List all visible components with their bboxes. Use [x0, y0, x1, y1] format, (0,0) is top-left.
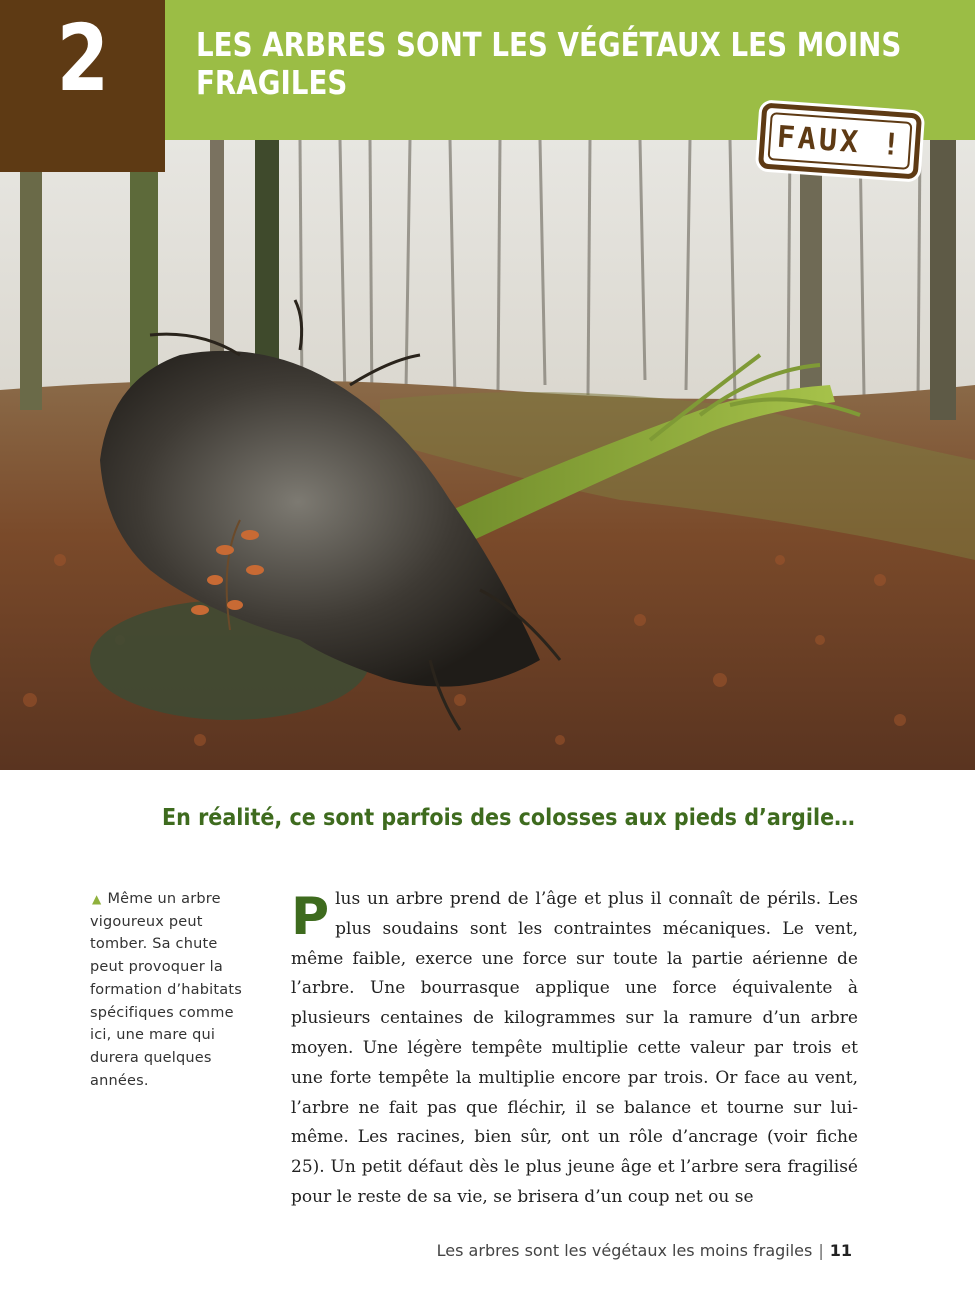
photo-caption [90, 888, 255, 1092]
stamp-label: FAUX ! [775, 119, 905, 163]
body-paragraph [291, 885, 858, 1213]
chapter-number-box [0, 0, 165, 172]
page-footer [437, 1241, 852, 1260]
drop-cap: P [291, 887, 330, 947]
footer-separator: | [818, 1241, 824, 1260]
chapter-number: 2 [57, 4, 108, 112]
page-number: 11 [829, 1241, 852, 1260]
caption-text: Même un arbre vigoureux peut tomber. Sa chute peut provoquer la formation d’habitats spécifiques comme ici, une mare qui durera quelques années. [90, 891, 243, 1089]
running-title: Les arbres sont les végétaux les moins fragiles [436, 1241, 813, 1260]
fallen-tree-photo [0, 140, 975, 770]
page-title: LES ARBRES SONT LES VÉGÉTAUX LES MOINS FRAGILES [196, 25, 902, 102]
body-text: lus un arbre prend de l’âge et plus il connaît de périls. Les plus soudains sont les contraintes mécaniques. Le vent, même faible, exerce une force sur toute la partie aérienne de l’arbre. Une bourrasque applique une force équivalente à plusieurs centaines de kilogrammes sur la ramure d’un arbre moyen. Une légère tempête multiplie cette valeur par trois et une forte tempête la multiplie encore par trois. Or face au vent, l’arbre ne fait pas que fléchir, il se balance et tourne sur lui-même. Les racines, bien sûr, ont un rôle d’ancrage (voir fiche 25). Un petit défaut dès le plus jeune âge et l’arbre sera fragilisé pour le reste de sa vie, se brisera d’un coup net ou se [291, 889, 858, 1207]
subtitle: En réalité, ce sont parfois des colosses aux pieds d’argile… [162, 805, 855, 831]
faux-stamp [758, 102, 922, 179]
triangle-marker-icon: ▲ [92, 892, 102, 906]
forest-illustration [0, 140, 975, 770]
